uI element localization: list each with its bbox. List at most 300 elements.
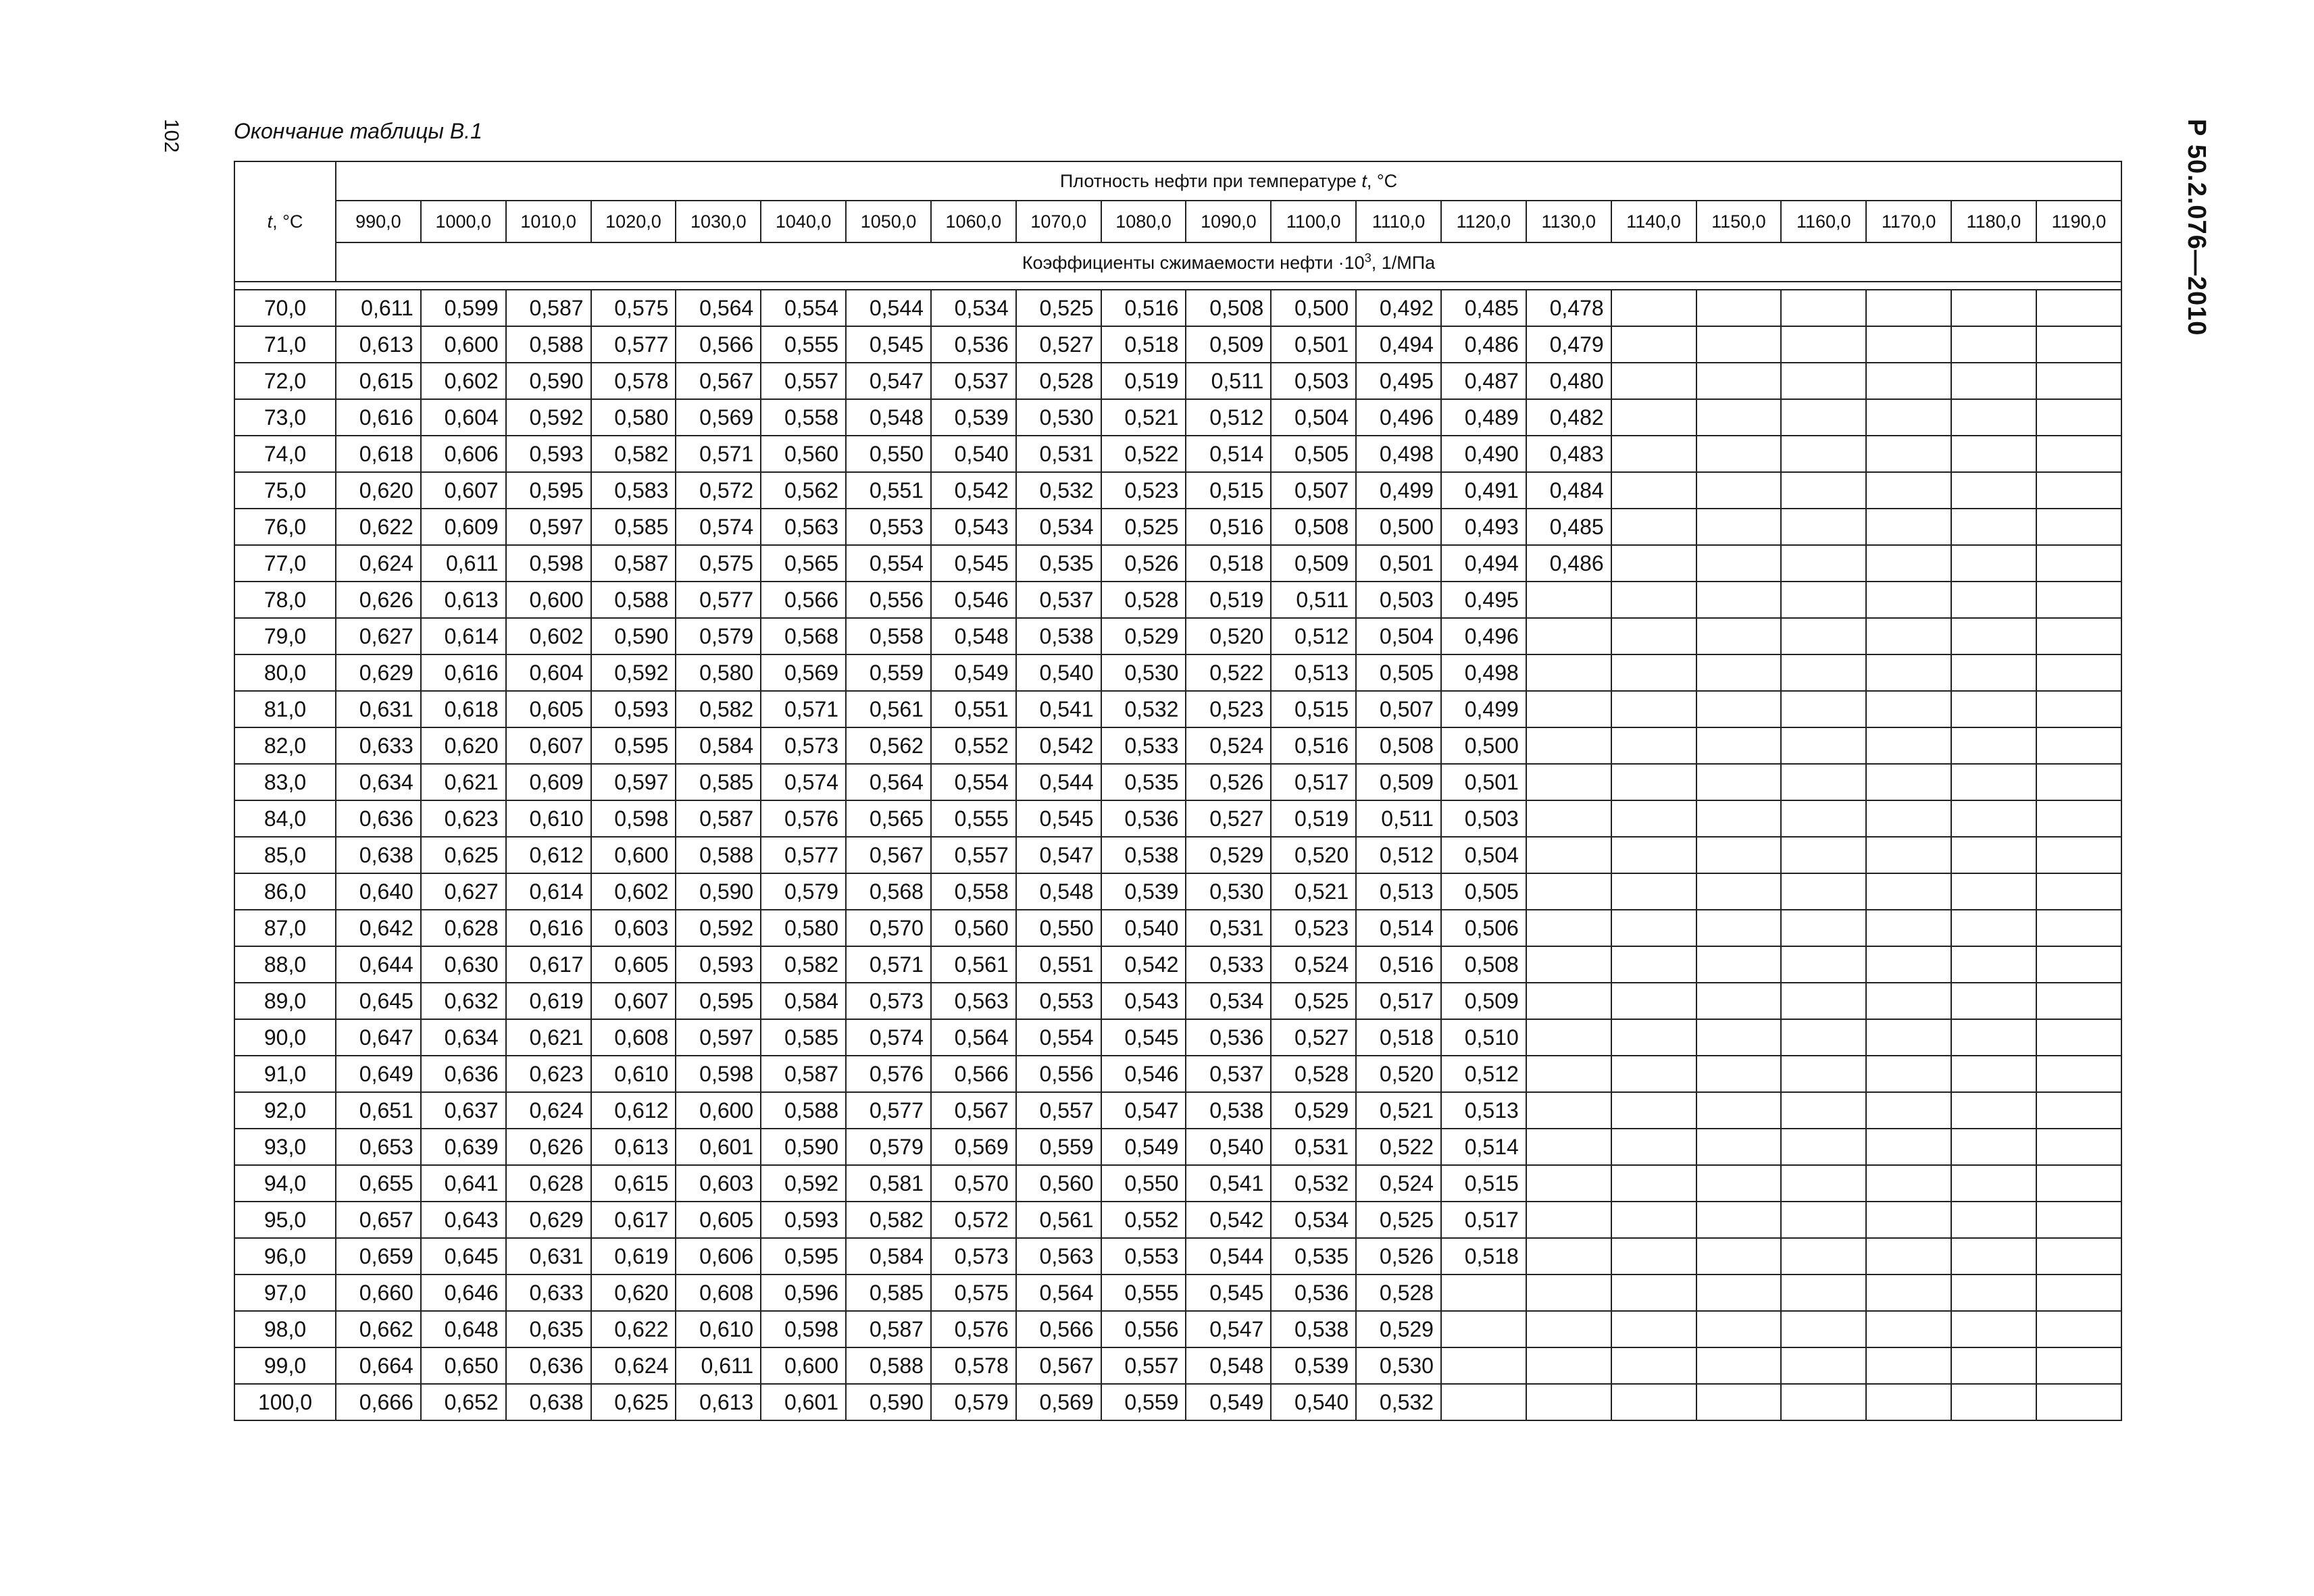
- coefficient-cell: 0,616: [421, 654, 506, 691]
- coefficient-cell: [1951, 1092, 2036, 1129]
- coefficient-cell: 0,541: [1186, 1165, 1271, 1202]
- coefficient-cell: 0,528: [1016, 363, 1101, 399]
- temperature-cell: 95,0: [234, 1202, 336, 1238]
- coefficient-cell: 0,533: [1101, 727, 1186, 764]
- coefficient-cell: 0,592: [591, 654, 676, 691]
- temperature-cell: 73,0: [234, 399, 336, 436]
- coefficient-cell: [2036, 1275, 2121, 1311]
- coefficient-cell: 0,515: [1441, 1165, 1526, 1202]
- coefficient-cell: 0,600: [506, 582, 591, 618]
- coefficient-cell: [1696, 436, 1782, 472]
- coefficient-cell: [1866, 873, 1951, 910]
- coefficient-cell: 0,625: [591, 1384, 676, 1420]
- density-header-cell: 1110,0: [1356, 201, 1441, 242]
- coefficient-cell: 0,545: [1186, 1275, 1271, 1311]
- coefficient-cell: 0,514: [1356, 910, 1441, 946]
- coefficient-cell: 0,561: [931, 946, 1016, 983]
- density-header-cell: 1090,0: [1186, 201, 1271, 242]
- coefficient-cell: [2036, 1129, 2121, 1165]
- coefficient-cell: 0,495: [1356, 363, 1441, 399]
- coefficient-cell: 0,609: [506, 764, 591, 800]
- coefficient-cell: [2036, 509, 2121, 545]
- coefficient-cell: [1951, 983, 2036, 1019]
- coefficient-cell: [1696, 1238, 1782, 1275]
- coefficient-cell: [1611, 1202, 1696, 1238]
- coefficient-cell: 0,568: [846, 873, 931, 910]
- table-row: [234, 1129, 2121, 1165]
- coefficient-cell: 0,559: [1016, 1129, 1101, 1165]
- coefficient-cell: 0,546: [1101, 1056, 1186, 1092]
- coefficient-cell: [1866, 654, 1951, 691]
- coefficient-cell: 0,613: [676, 1384, 761, 1420]
- coefficient-cell: 0,646: [421, 1275, 506, 1311]
- coefficient-cell: 0,544: [1186, 1238, 1271, 1275]
- coefficient-cell: 0,570: [931, 1165, 1016, 1202]
- coefficient-cell: 0,479: [1526, 326, 1611, 363]
- coefficient-cell: 0,538: [1101, 837, 1186, 873]
- coefficient-cell: [1866, 1347, 1951, 1384]
- coefficient-cell: [1866, 1384, 1951, 1420]
- temperature-cell: 80,0: [234, 654, 336, 691]
- coefficient-cell: [1526, 1056, 1611, 1092]
- coefficient-cell: [1781, 509, 1866, 545]
- coefficient-cell: 0,595: [761, 1238, 846, 1275]
- coefficient-cell: 0,530: [1016, 399, 1101, 436]
- density-header-row: [234, 201, 2121, 242]
- coefficient-cell: 0,512: [1271, 618, 1356, 654]
- table-row: [234, 910, 2121, 946]
- coefficient-cell: 0,605: [676, 1202, 761, 1238]
- coefficient-cell: 0,533: [1186, 946, 1271, 983]
- coefficient-cell: [2036, 800, 2121, 837]
- coefficient-cell: 0,522: [1101, 436, 1186, 472]
- coefficient-cell: 0,543: [931, 509, 1016, 545]
- coefficient-cell: 0,569: [1016, 1384, 1101, 1420]
- coefficient-cell: [1526, 691, 1611, 727]
- table-row: [234, 545, 2121, 582]
- coefficient-cell: 0,611: [676, 1347, 761, 1384]
- coefficient-cell: 0,551: [931, 691, 1016, 727]
- coefficient-cell: 0,590: [591, 618, 676, 654]
- coefficient-cell: [1611, 873, 1696, 910]
- coefficient-cell: 0,548: [1016, 873, 1101, 910]
- coefficient-cell: [1526, 1238, 1611, 1275]
- coefficient-cell: 0,575: [591, 290, 676, 326]
- coefficient-cell: 0,522: [1356, 1129, 1441, 1165]
- coefficient-cell: [1866, 727, 1951, 764]
- coefficient-cell: 0,505: [1271, 436, 1356, 472]
- coefficient-cell: 0,558: [931, 873, 1016, 910]
- coefficient-cell: 0,522: [1186, 654, 1271, 691]
- coefficient-cell: 0,612: [506, 837, 591, 873]
- coefficient-cell: [1781, 472, 1866, 509]
- coefficient-cell: 0,590: [676, 873, 761, 910]
- coefficient-cell: 0,554: [1016, 1019, 1101, 1056]
- coefficient-cell: 0,536: [1101, 800, 1186, 837]
- coefficient-cell: 0,585: [591, 509, 676, 545]
- coefficient-cell: 0,498: [1356, 436, 1441, 472]
- coefficient-cell: 0,576: [761, 800, 846, 837]
- table-row: [234, 873, 2121, 910]
- coefficient-cell: 0,524: [1356, 1165, 1441, 1202]
- coefficient-cell: [2036, 983, 2121, 1019]
- coefficient-cell: [2036, 1165, 2121, 1202]
- coefficient-cell: 0,605: [591, 946, 676, 983]
- coefficient-cell: 0,563: [761, 509, 846, 545]
- coefficient-cell: [1781, 1238, 1866, 1275]
- coefficient-cell: 0,500: [1271, 290, 1356, 326]
- table-row: [234, 837, 2121, 873]
- coefficient-cell: 0,619: [591, 1238, 676, 1275]
- coefficient-cell: 0,574: [676, 509, 761, 545]
- coefficient-cell: 0,644: [336, 946, 421, 983]
- coefficient-cell: [1696, 764, 1782, 800]
- coefficient-cell: 0,548: [846, 399, 931, 436]
- table-row: [234, 1092, 2121, 1129]
- coefficient-cell: [1526, 1347, 1611, 1384]
- density-header-cell: 1050,0: [846, 201, 931, 242]
- coefficient-cell: 0,514: [1186, 436, 1271, 472]
- table-row: [234, 1347, 2121, 1384]
- coefficient-cell: [1866, 509, 1951, 545]
- coefficient-cell: 0,618: [336, 436, 421, 472]
- coefficient-cell: 0,588: [506, 326, 591, 363]
- coefficient-cell: [1866, 910, 1951, 946]
- coefficient-cell: 0,599: [421, 290, 506, 326]
- coefficient-cell: 0,662: [336, 1311, 421, 1347]
- temperature-cell: 78,0: [234, 582, 336, 618]
- density-header-cell: 1020,0: [591, 201, 676, 242]
- coefficient-cell: 0,577: [591, 326, 676, 363]
- coefficient-cell: 0,588: [591, 582, 676, 618]
- coefficient-cell: 0,564: [846, 764, 931, 800]
- coefficient-cell: 0,584: [846, 1238, 931, 1275]
- coefficient-cell: 0,634: [336, 764, 421, 800]
- coefficient-cell: 0,484: [1526, 472, 1611, 509]
- coefficient-cell: 0,496: [1356, 399, 1441, 436]
- coefficient-cell: 0,592: [676, 910, 761, 946]
- coefficient-cell: 0,637: [421, 1092, 506, 1129]
- coefficient-cell: 0,510: [1441, 1019, 1526, 1056]
- coefficient-cell: [1611, 1238, 1696, 1275]
- temperature-cell: 81,0: [234, 691, 336, 727]
- density-header-cell: 1060,0: [931, 201, 1016, 242]
- coefficient-cell: [2036, 1056, 2121, 1092]
- coefficient-cell: 0,593: [591, 691, 676, 727]
- coefficient-cell: [1781, 1202, 1866, 1238]
- coefficient-cell: 0,550: [846, 436, 931, 472]
- coefficient-cell: [1951, 472, 2036, 509]
- coefficient-cell: 0,628: [506, 1165, 591, 1202]
- coefficient-cell: 0,556: [1016, 1056, 1101, 1092]
- coefficient-cell: [2036, 654, 2121, 691]
- coefficient-cell: 0,512: [1356, 837, 1441, 873]
- coefficient-cell: 0,582: [676, 691, 761, 727]
- table-row: [234, 1384, 2121, 1420]
- coefficient-cell: 0,552: [931, 727, 1016, 764]
- coefficient-cell: [1611, 1311, 1696, 1347]
- coefficient-cell: 0,520: [1356, 1056, 1441, 1092]
- coefficient-cell: 0,550: [1101, 1165, 1186, 1202]
- coefficient-cell: [1611, 363, 1696, 399]
- density-header-cell: 1040,0: [761, 201, 846, 242]
- coefficient-cell: [1696, 326, 1782, 363]
- coefficient-cell: 0,525: [1271, 983, 1356, 1019]
- coefficient-cell: 0,575: [676, 545, 761, 582]
- coefficient-cell: 0,613: [336, 326, 421, 363]
- coefficient-cell: [1951, 946, 2036, 983]
- coefficient-cell: 0,505: [1441, 873, 1526, 910]
- table-row: [234, 691, 2121, 727]
- coefficient-cell: [2036, 545, 2121, 582]
- coefficient-cell: 0,551: [846, 472, 931, 509]
- coefficient-cell: [1866, 582, 1951, 618]
- density-header-cell: 1010,0: [506, 201, 591, 242]
- coefficient-cell: 0,571: [676, 436, 761, 472]
- coefficient-cell: 0,618: [421, 691, 506, 727]
- coefficient-cell: 0,483: [1526, 436, 1611, 472]
- coefficient-cell: [1696, 1202, 1782, 1238]
- coefficient-cell: [1866, 764, 1951, 800]
- coefficient-cell: [1526, 654, 1611, 691]
- coefficient-cell: 0,621: [421, 764, 506, 800]
- temperature-cell: 91,0: [234, 1056, 336, 1092]
- coefficient-cell: 0,539: [1101, 873, 1186, 910]
- coefficient-cell: 0,577: [761, 837, 846, 873]
- coefficient-cell: [1696, 509, 1782, 545]
- coefficient-cell: [1696, 1092, 1782, 1129]
- coefficient-cell: [1781, 946, 1866, 983]
- coefficient-cell: [1611, 472, 1696, 509]
- coefficient-cell: [1781, 1165, 1866, 1202]
- coefficient-cell: [1951, 691, 2036, 727]
- coefficient-cell: [1441, 1311, 1526, 1347]
- coefficient-cell: [1951, 1165, 2036, 1202]
- coefficient-cell: 0,549: [1186, 1384, 1271, 1420]
- coefficient-cell: 0,567: [931, 1092, 1016, 1129]
- coefficient-cell: 0,554: [846, 545, 931, 582]
- coefficient-cell: 0,557: [1101, 1347, 1186, 1384]
- coefficient-cell: 0,559: [1101, 1384, 1186, 1420]
- density-header-cell: 1030,0: [676, 201, 761, 242]
- coefficient-cell: [1526, 1311, 1611, 1347]
- coefficient-cell: [1696, 1165, 1782, 1202]
- temperature-cell: 94,0: [234, 1165, 336, 1202]
- coefficient-cell: 0,649: [336, 1056, 421, 1092]
- coefficient-cell: 0,535: [1271, 1238, 1356, 1275]
- coefficient-cell: [1611, 545, 1696, 582]
- coefficient-cell: [2036, 290, 2121, 326]
- coefficient-cell: 0,614: [421, 618, 506, 654]
- coefficient-cell: 0,590: [846, 1384, 931, 1420]
- coefficient-cell: 0,516: [1356, 946, 1441, 983]
- coefficient-cell: 0,482: [1526, 399, 1611, 436]
- coefficient-cell: 0,537: [1016, 582, 1101, 618]
- coefficient-cell: 0,521: [1271, 873, 1356, 910]
- coefficient-cell: 0,564: [931, 1019, 1016, 1056]
- coefficient-cell: 0,505: [1356, 654, 1441, 691]
- coefficient-cell: 0,588: [676, 837, 761, 873]
- coefficient-cell: 0,625: [421, 837, 506, 873]
- coefficient-cell: 0,538: [1186, 1092, 1271, 1129]
- coefficient-cell: [1696, 1129, 1782, 1165]
- coefficient-cell: 0,563: [931, 983, 1016, 1019]
- coefficient-cell: 0,506: [1441, 910, 1526, 946]
- coefficient-cell: 0,652: [421, 1384, 506, 1420]
- density-header-cell: 1080,0: [1101, 201, 1186, 242]
- coefficient-cell: 0,597: [506, 509, 591, 545]
- coefficient-cell: 0,622: [591, 1311, 676, 1347]
- coefficient-cell: 0,494: [1356, 326, 1441, 363]
- coefficient-cell: [1781, 363, 1866, 399]
- coefficient-cell: [1696, 654, 1782, 691]
- coefficient-cell: 0,542: [931, 472, 1016, 509]
- coefficient-cell: 0,645: [421, 1238, 506, 1275]
- coefficient-cell: 0,595: [591, 727, 676, 764]
- temperature-cell: 88,0: [234, 946, 336, 983]
- coefficient-cell: 0,547: [1101, 1092, 1186, 1129]
- coefficient-cell: 0,634: [421, 1019, 506, 1056]
- coefficient-cell: 0,605: [506, 691, 591, 727]
- table-row: [234, 1238, 2121, 1275]
- coefficient-cell: 0,530: [1101, 654, 1186, 691]
- coefficient-cell: [1951, 1384, 2036, 1420]
- coefficient-cell: 0,490: [1441, 436, 1526, 472]
- document-code: Р 50.2.076—2010: [2182, 119, 2211, 336]
- coefficient-cell: [1696, 399, 1782, 436]
- coefficient-cell: [1866, 1092, 1951, 1129]
- coefficient-cell: [2036, 1092, 2121, 1129]
- coefficient-cell: [1781, 399, 1866, 436]
- coefficient-cell: 0,572: [931, 1202, 1016, 1238]
- coefficient-cell: [1696, 800, 1782, 837]
- coefficient-cell: 0,543: [1101, 983, 1186, 1019]
- coefficient-cell: 0,616: [506, 910, 591, 946]
- coefficient-cell: 0,558: [846, 618, 931, 654]
- table-row: [234, 654, 2121, 691]
- coefficient-cell: 0,573: [846, 983, 931, 1019]
- coefficient-cell: 0,598: [591, 800, 676, 837]
- coefficient-cell: 0,557: [761, 363, 846, 399]
- coefficient-cell: [1781, 582, 1866, 618]
- coefficient-cell: 0,555: [931, 800, 1016, 837]
- coefficient-cell: [1781, 545, 1866, 582]
- temperature-cell: 87,0: [234, 910, 336, 946]
- coefficient-cell: [1696, 1311, 1782, 1347]
- coefficient-cell: 0,567: [1016, 1347, 1101, 1384]
- density-header-cell: 1180,0: [1951, 201, 2036, 242]
- coefficient-cell: [1951, 1129, 2036, 1165]
- density-header-cell: 1120,0: [1441, 201, 1526, 242]
- coefficient-cell: 0,485: [1526, 509, 1611, 545]
- coefficient-cell: [2036, 764, 2121, 800]
- coefficient-cell: 0,607: [421, 472, 506, 509]
- coefficient-cell: [1526, 618, 1611, 654]
- coefficient-cell: [1866, 1202, 1951, 1238]
- coefficient-cell: 0,500: [1356, 509, 1441, 545]
- coefficient-cell: [1781, 326, 1866, 363]
- coefficient-cell: 0,610: [591, 1056, 676, 1092]
- coefficient-cell: 0,636: [421, 1056, 506, 1092]
- coefficient-cell: [1611, 1384, 1696, 1420]
- coefficient-cell: [1951, 727, 2036, 764]
- coefficient-cell: 0,626: [506, 1129, 591, 1165]
- coefficient-cell: 0,521: [1101, 399, 1186, 436]
- coefficient-cell: 0,617: [506, 946, 591, 983]
- coefficient-cell: 0,635: [506, 1311, 591, 1347]
- coefficient-cell: 0,560: [761, 436, 846, 472]
- coefficient-cell: 0,621: [506, 1019, 591, 1056]
- coefficient-cell: 0,620: [421, 727, 506, 764]
- table-row: [234, 472, 2121, 509]
- coefficient-cell: 0,507: [1356, 691, 1441, 727]
- density-header-cell: 1130,0: [1526, 201, 1611, 242]
- coefficient-cell: [1611, 837, 1696, 873]
- coefficient-cell: 0,588: [846, 1347, 931, 1384]
- coefficient-cell: 0,534: [931, 290, 1016, 326]
- coefficient-cell: 0,515: [1271, 691, 1356, 727]
- table-row: [234, 436, 2121, 472]
- coefficient-cell: [1781, 764, 1866, 800]
- temperature-cell: 76,0: [234, 509, 336, 545]
- coefficient-cell: [1526, 764, 1611, 800]
- coefficient-cell: [1781, 727, 1866, 764]
- coefficient-cell: [1866, 618, 1951, 654]
- coefficient-cell: [1866, 472, 1951, 509]
- coefficient-cell: [2036, 1238, 2121, 1275]
- coefficient-cell: 0,508: [1441, 946, 1526, 983]
- coefficient-cell: [1611, 1275, 1696, 1311]
- coefficient-cell: 0,573: [931, 1238, 1016, 1275]
- coefficient-cell: 0,549: [1101, 1129, 1186, 1165]
- coefficient-cell: 0,611: [336, 290, 421, 326]
- coefficient-cell: [1866, 691, 1951, 727]
- coefficient-cell: 0,641: [421, 1165, 506, 1202]
- coefficient-cell: 0,547: [846, 363, 931, 399]
- coefficient-cell: 0,626: [336, 582, 421, 618]
- coefficient-cell: 0,600: [421, 326, 506, 363]
- coefficient-cell: [1866, 1238, 1951, 1275]
- coefficient-cell: [1951, 1275, 2036, 1311]
- coefficient-cell: 0,499: [1356, 472, 1441, 509]
- coefficient-cell: 0,508: [1186, 290, 1271, 326]
- coefficient-cell: 0,619: [506, 983, 591, 1019]
- coefficient-cell: 0,531: [1271, 1129, 1356, 1165]
- coefficient-cell: [1951, 326, 2036, 363]
- coefficient-cell: 0,504: [1441, 837, 1526, 873]
- coefficient-cell: [1526, 873, 1611, 910]
- coefficient-cell: [1441, 1384, 1526, 1420]
- coefficient-cell: 0,559: [846, 654, 931, 691]
- coefficient-cell: 0,509: [1271, 545, 1356, 582]
- table-row: [234, 983, 2121, 1019]
- temperature-cell: 72,0: [234, 363, 336, 399]
- coefficient-cell: 0,566: [761, 582, 846, 618]
- temperature-cell: 70,0: [234, 290, 336, 326]
- coefficient-cell: [1951, 582, 2036, 618]
- coefficient-cell: 0,523: [1101, 472, 1186, 509]
- coefficient-cell: 0,555: [761, 326, 846, 363]
- coefficient-cell: [1696, 1019, 1782, 1056]
- coefficient-cell: 0,664: [336, 1347, 421, 1384]
- coefficient-cell: 0,525: [1101, 509, 1186, 545]
- coefficient-cell: 0,593: [506, 436, 591, 472]
- coefficient-cell: [1951, 800, 2036, 837]
- page-number: 102: [160, 119, 182, 153]
- coefficient-cell: 0,548: [931, 618, 1016, 654]
- coefficient-cell: 0,587: [761, 1056, 846, 1092]
- coefficient-cell: 0,587: [846, 1311, 931, 1347]
